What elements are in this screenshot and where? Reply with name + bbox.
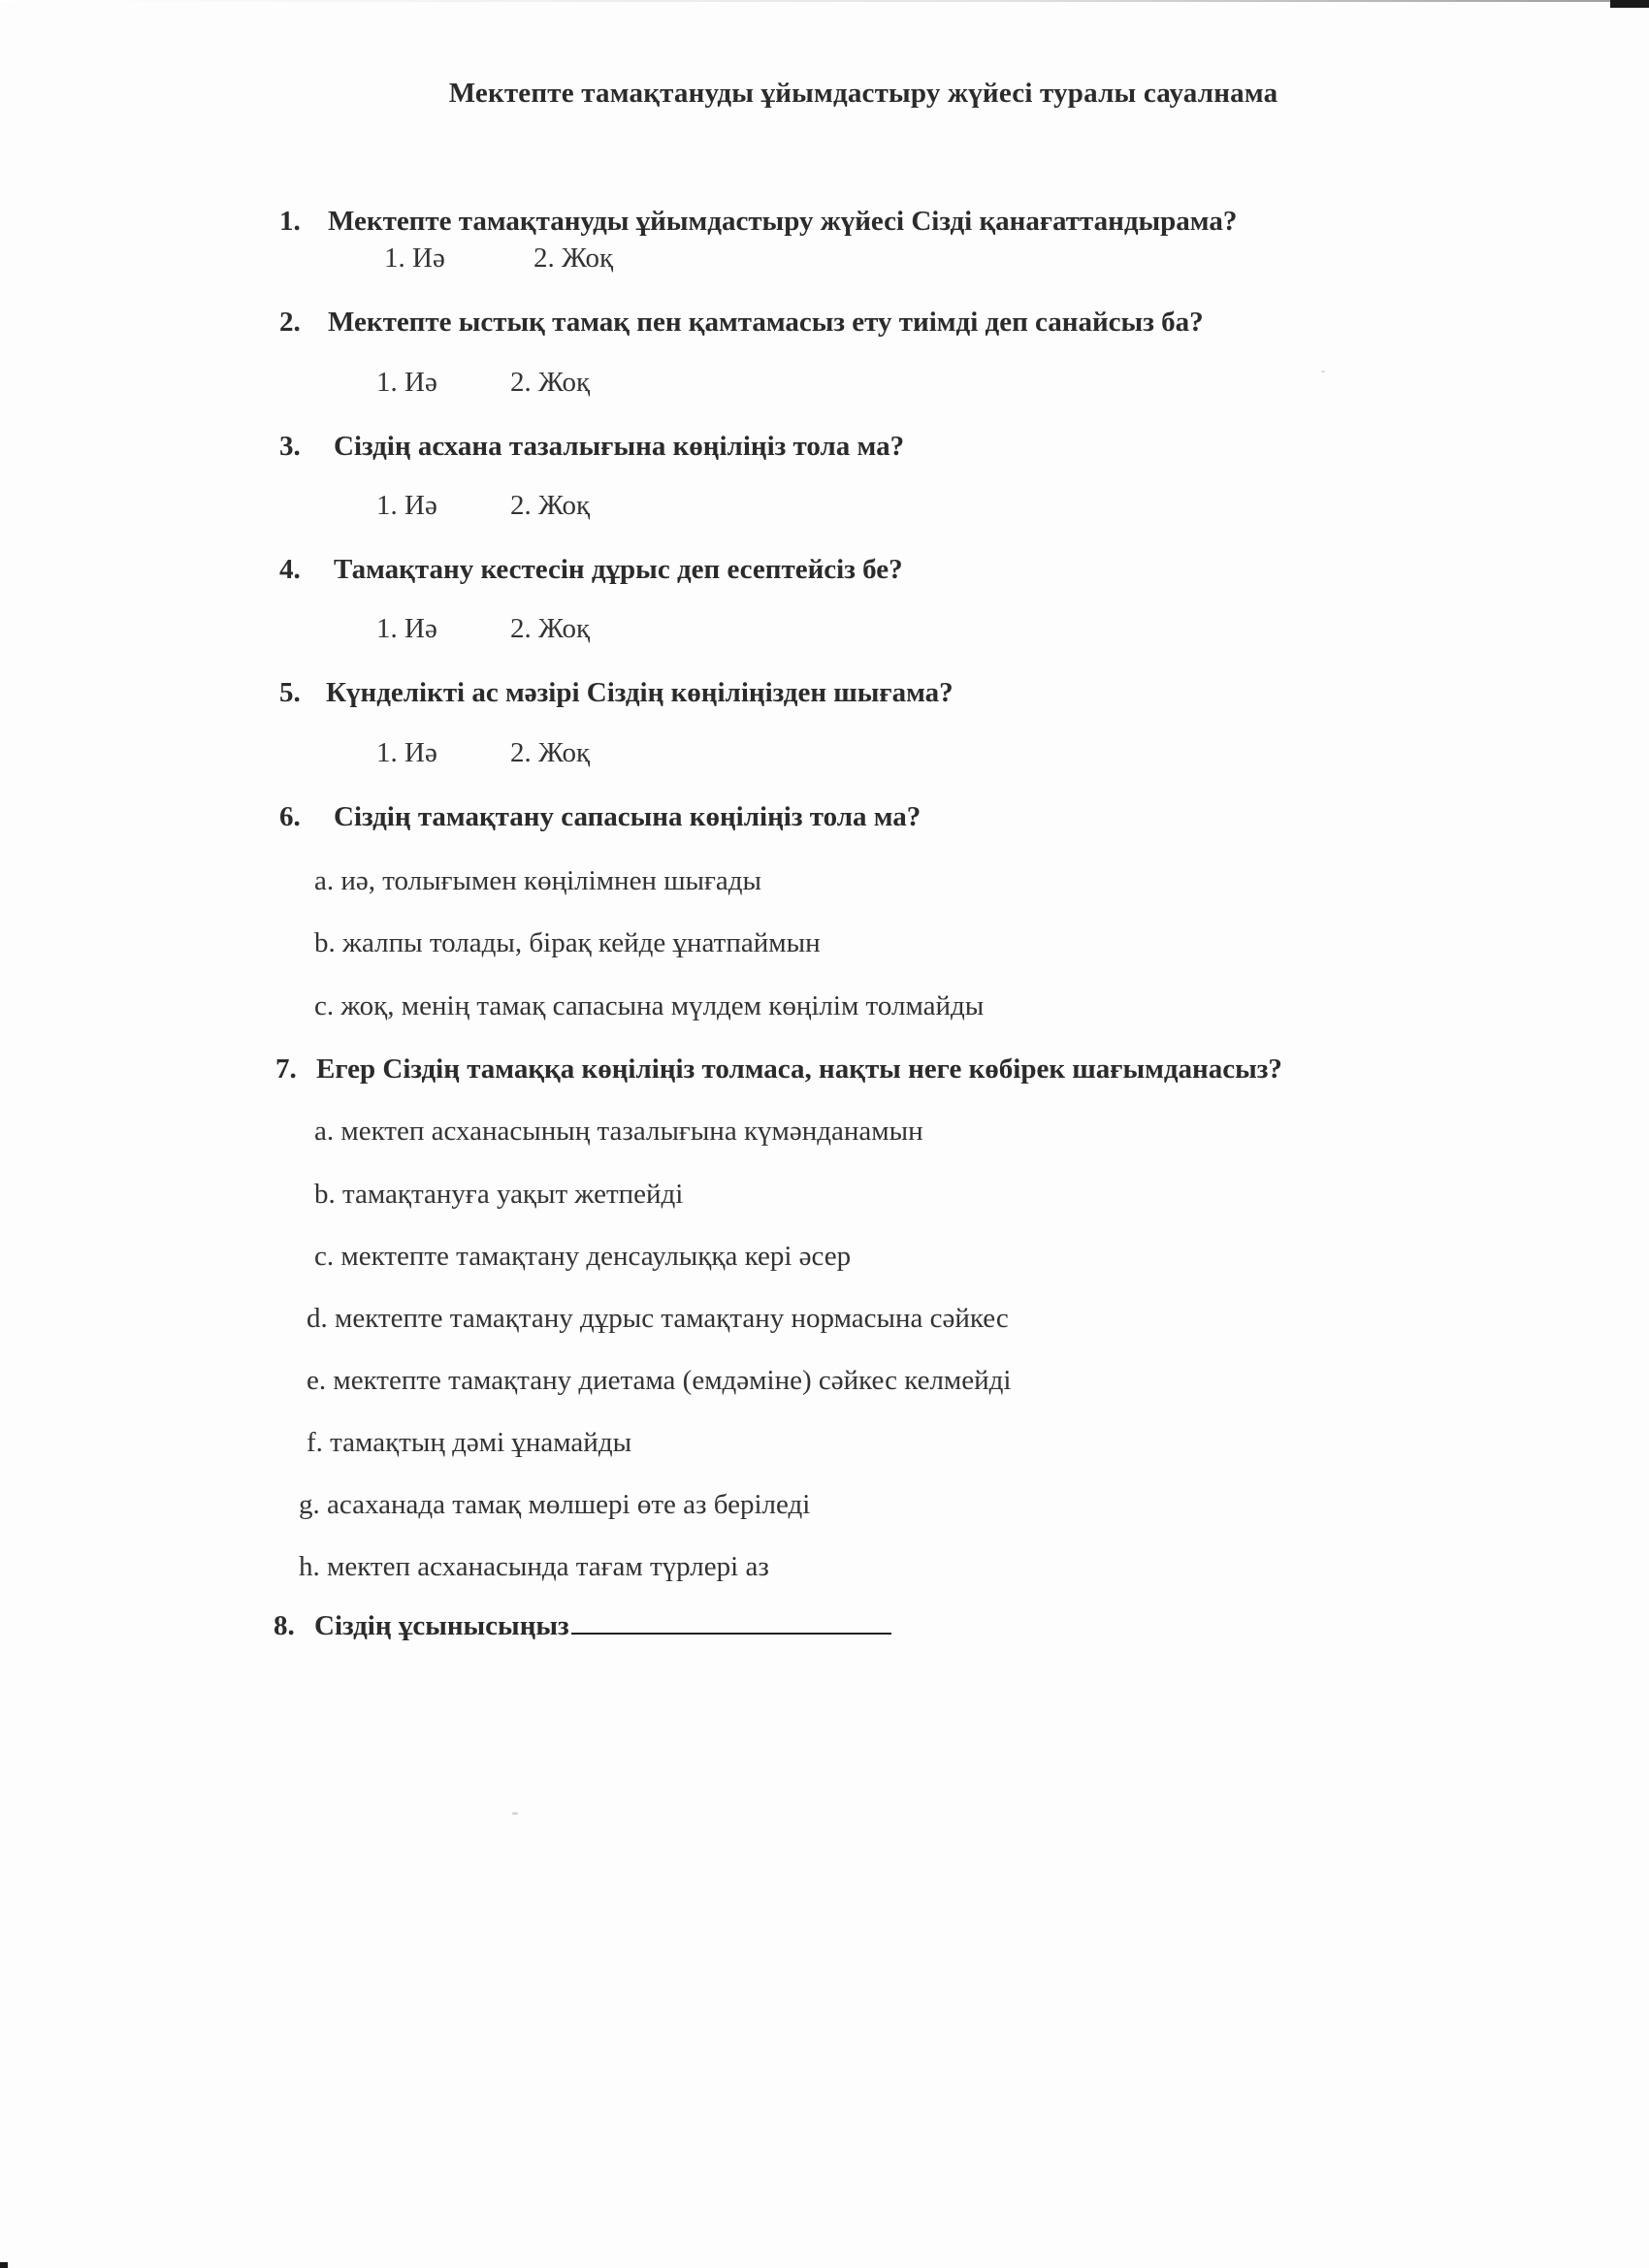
question-4 <box>279 554 903 586</box>
question-text: Сіздің тамақтану сапасына көңіліңіз тола ма? <box>334 801 922 832</box>
option-no: 2. Жоқ <box>510 490 591 521</box>
option-no: 2. Жоқ <box>510 737 591 768</box>
question-text: Тамақтану кестесін дұрыс деп есептейсіз бе? <box>334 554 903 585</box>
question-1 <box>279 206 1237 238</box>
question-number: 8. <box>274 1610 295 1641</box>
question-2 <box>279 307 1204 339</box>
question-text: Сіздің асхана тазалығына көңіліңіз тола ма? <box>334 431 905 462</box>
question-text: Күнделікті ас мәзірі Сіздің көңіліңізден шығама? <box>326 677 954 708</box>
option-yes: 1. Иә <box>384 243 445 274</box>
question-number: 3. <box>279 431 301 462</box>
question-number: 7. <box>275 1053 297 1085</box>
option-yes: 1. Иә <box>376 613 437 644</box>
q7-option-d: d. мектепте тамақтану дұрыс тамақтану нормасына сәйкес <box>307 1303 1009 1334</box>
q7-option-e: e. мектепте тамақтану диетама (емдәміне) сәйкес келмейді <box>307 1365 1012 1396</box>
q6-option-a: a. иә, толығымен көңілімнен шығады <box>314 865 762 896</box>
q7-option-h: h. мектеп асханасында тағам түрлері аз <box>299 1551 769 1582</box>
option-yes: 1. Иә <box>376 737 437 768</box>
answer-options-q5 <box>376 737 590 769</box>
q6-option-b: b. жалпы толады, бірақ кейде ұнатпаймын <box>314 927 821 958</box>
q7-option-b: b. тамақтануға уақыт жетпейді <box>314 1179 684 1210</box>
option-yes: 1. Иә <box>376 490 437 521</box>
answer-options-q1 <box>384 243 613 275</box>
answer-blank-line <box>571 1613 891 1635</box>
option-no: 2. Жоқ <box>534 243 614 274</box>
answer-options-q3 <box>376 490 590 522</box>
option-yes: 1. Иә <box>376 367 437 398</box>
question-6 <box>279 801 921 833</box>
question-text: Мектепте ыстық тамақ пен қамтамасыз ету тиімді деп санайсыз ба? <box>328 307 1204 338</box>
question-5 <box>279 677 954 709</box>
question-text: Егер Сіздің тамаққа көңіліңіз толмаса, нақты неге көбірек шағымданасыз? <box>316 1053 1282 1085</box>
document-title: Мектепте тамақтануды ұйымдастыру жүйесі туралы сауалнама <box>448 78 1278 109</box>
scan-speck <box>512 1812 518 1815</box>
q7-option-f: f. тамақтың дәмі ұнамайды <box>307 1427 632 1458</box>
question-text: Сіздің ұсынысыңыз <box>314 1610 569 1641</box>
question-number: 4. <box>279 554 301 585</box>
q7-option-g: g. асаханада тамақ мөлшері өте аз беріледі <box>299 1489 811 1520</box>
option-no: 2. Жоқ <box>510 613 591 644</box>
q6-option-c: c. жоқ, менің тамақ сапасына мүлдем көңілім толмайды <box>314 990 985 1021</box>
scan-speck <box>1321 371 1325 373</box>
question-text: Мектепте тамақтануды ұйымдастыру жүйесі Сізді қанағаттандырама? <box>328 206 1238 237</box>
question-number: 2. <box>279 307 301 338</box>
question-3 <box>279 431 904 463</box>
answer-options-q4 <box>376 613 590 645</box>
answer-options-q2 <box>376 367 590 399</box>
scan-corner-mark-top-right <box>1610 0 1649 8</box>
scan-edge-line <box>0 0 1649 2</box>
q7-option-a: a. мектеп асханасының тазалығына күмәнданамын <box>314 1116 923 1147</box>
question-8 <box>274 1610 891 1642</box>
question-number: 5. <box>279 677 301 708</box>
question-number: 6. <box>279 801 301 832</box>
q7-option-c: c. мектепте тамақтану денсаулыққа кері әсер <box>314 1241 852 1272</box>
option-no: 2. Жоқ <box>510 367 591 398</box>
question-7 <box>275 1053 1282 1085</box>
scan-corner-mark-bottom-left <box>0 2262 8 2268</box>
question-number: 1. <box>279 206 301 237</box>
